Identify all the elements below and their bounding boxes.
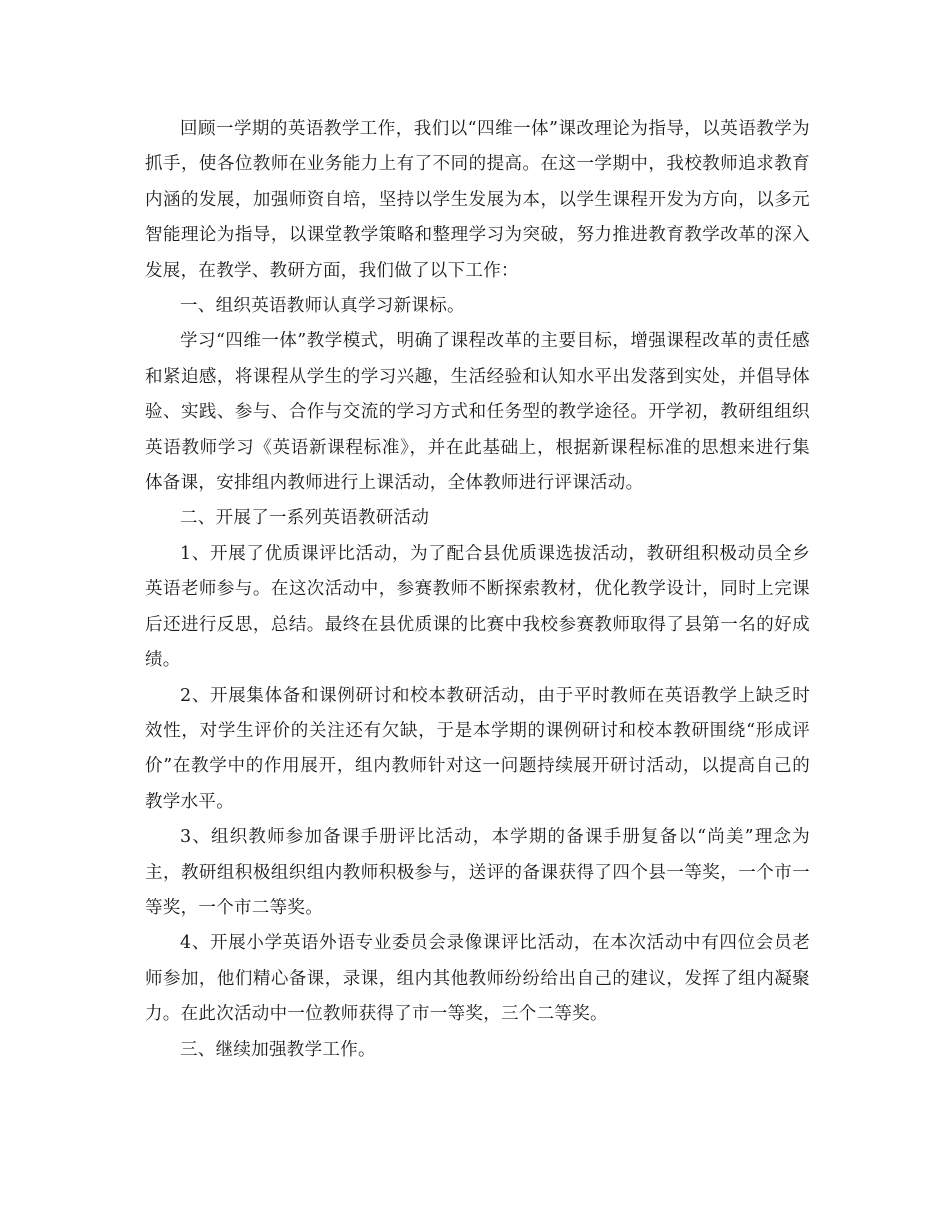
item-4-paragraph: 4、开展小学英语外语专业委员会录像课评比活动，在本次活动中有四位会员老师参加，他们精心备课，录课，组内其他教师纷纷给出自己的建议，发挥了组内凝聚力。在此次活动中一位教师获得了市一等奖，三个二等奖。 — [145, 933, 810, 1025]
section-1-paragraph: 学习“四维一体”教学模式，明确了课程改革的主要目标，增强课程改革的责任感和紧迫感，将课程从学生的学习兴趣，生活经验和认知水平出发落到实处，并倡导体验、实践、参与、合作与交流的学习方式和任务型的教学途径。开学初，教研组组织英语教师学习《英语新课程标准》，并在此基础上，根据新课程标准的思想来进行集体备课，安排组内教师进行上课活动，全体教师进行评课活动。 — [145, 331, 810, 494]
document-body — [145, 112, 810, 1068]
section-heading-2: 二、开展了一系列英语教研活动 — [180, 508, 430, 529]
section-heading-1: 一、组织英语教师认真学习新课标。 — [180, 296, 465, 317]
item-1-paragraph: 1、开展了优质课评比活动，为了配合县优质课选拔活动，教研组积极动员全乡英语老师参与。在这次活动中，参赛教师不断探索教材，优化教学设计，同时上完课后还进行反思，总结。最终在县优质课的比赛中我校参赛教师取得了县第一名的好成绩。 — [145, 543, 810, 671]
item-3-paragraph: 3、组织教师参加备课手册评比活动，本学期的备课手册复备以“尚美”理念为主，教研组积极组织组内教师积极参与，送评的备课获得了四个县一等奖，一个市一等奖，一个市二等奖。 — [145, 827, 810, 918]
item-2-paragraph: 2、开展集体备和课例研讨和校本教研活动，由于平时教师在英语教学上缺乏时效性，对学生评价的关注还有欠缺，于是本学期的课例研讨和校本教研围绕“形成评价”在教学中的作用展开，组内教师针对这一问题持续展开研讨活动，以提高自己的教学水平。 — [145, 685, 810, 812]
section-heading-3: 三、继续加强教学工作。 — [180, 1039, 376, 1060]
intro-paragraph: 回顾一学期的英语教学工作，我们以“四维一体”课改理论为指导，以英语教学为抓手，使各位教师在业务能力上有了不同的提高。在这一学期中，我校教师追求教育内涵的发展，加强师资自培，坚持以学生发展为本，以学生课程开发为方向，以多元智能理论为指导，以课堂教学策略和整理学习为突破，努力推进教育教学改革的深入发展，在教学、教研方面，我们做了以下工作： — [145, 119, 810, 281]
